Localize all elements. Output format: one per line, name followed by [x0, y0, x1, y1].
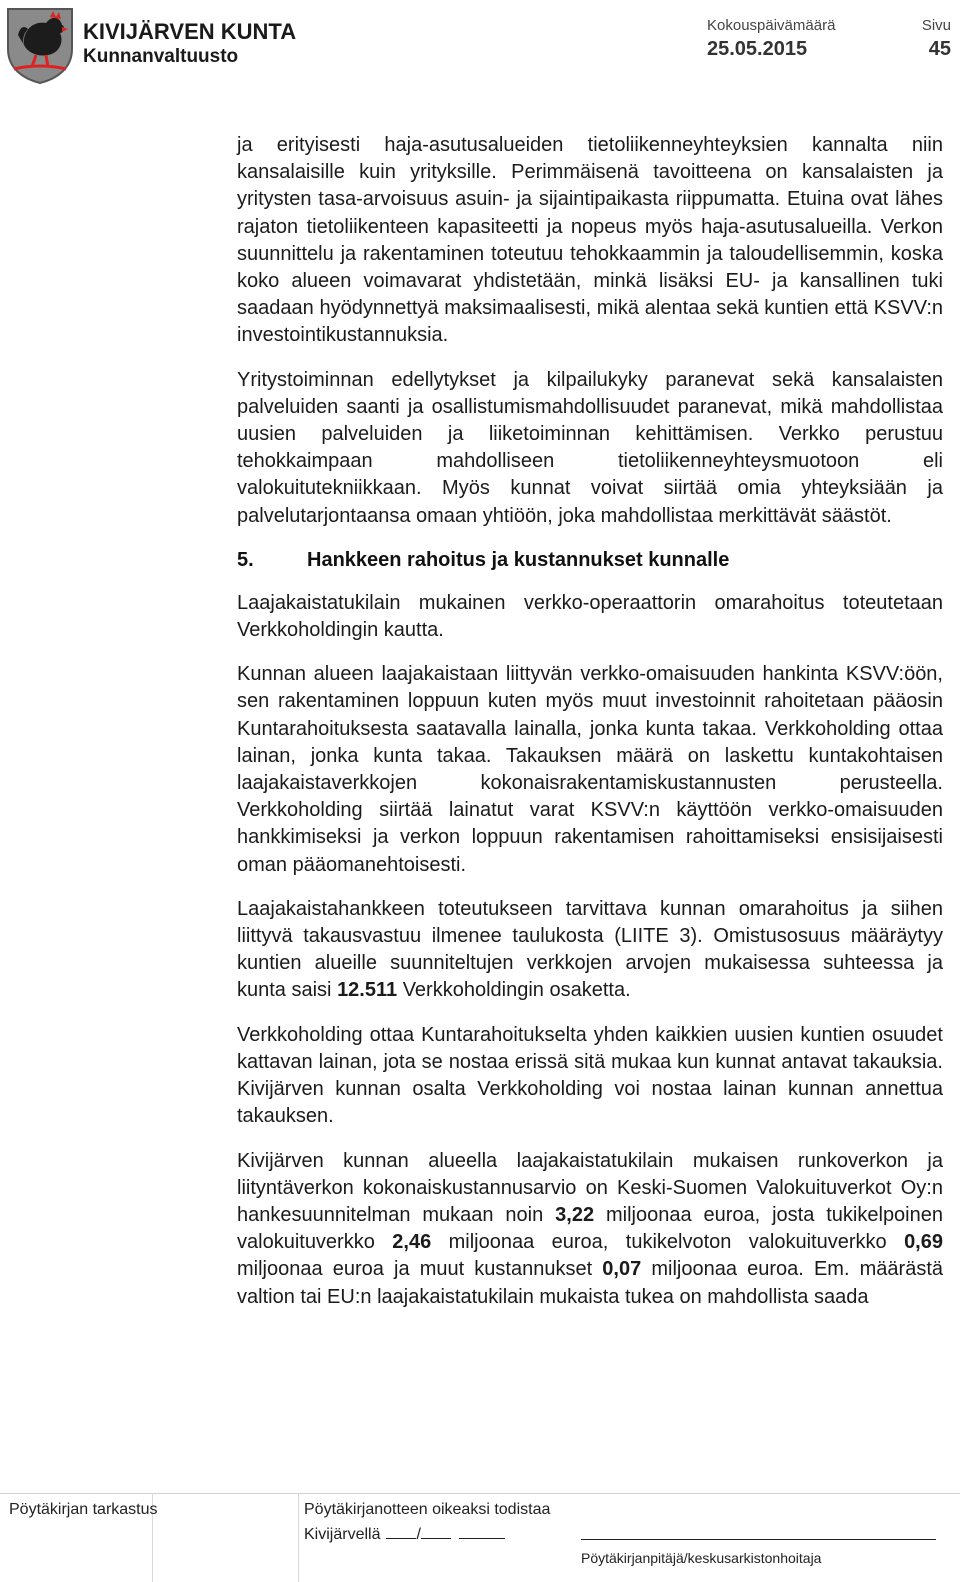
page-header — [0, 0, 960, 90]
place-prefix: Kivijärvellä — [304, 1526, 381, 1543]
organization-body: Kunnanvaltuusto — [83, 46, 239, 67]
signature-line — [581, 1539, 936, 1540]
text-run: miljoonaa euroa ja muut kustannukset — [237, 1258, 603, 1281]
text-run: Laajakaistahankkeen toteutukseen tarvittava kunnan omarahoitus ja siihen liittyvä takausvastuu ilmenee taulukosta (LIITE 3). Omistusosuus määräytyy kuntien alueille suunniteltujen verkkojen arvojen mukaisessa suhteessa ja kunta saisi — [237, 897, 943, 1002]
paragraph: Verkkoholding ottaa Kuntarahoitukselta yhden kaikkien uusien kuntien osuudet kattavan lainan, jota se nostaa erissä sitä mukaa kun kunnat antavat takauksia. Kivijärven kunnan osalta Verkkoholding voi nostaa lainan kunnan annettua takauksen. — [237, 1023, 943, 1128]
section-heading — [237, 547, 943, 574]
section-title: Hankkeen rahoitus ja kustannukset kunnalle — [307, 548, 730, 571]
page-number-label: Sivu — [921, 17, 951, 34]
text-run: miljoonaa euroa, josta tukikelpoinen valokuituverkko — [237, 1203, 943, 1254]
meeting-date-value: 25.05.2015 — [707, 38, 808, 60]
text-run: miljoonaa euroa, tukikelvoton valokuituverkko — [431, 1231, 905, 1254]
paragraph — [237, 1148, 943, 1311]
month-blank — [421, 1523, 451, 1539]
other-cost-value: 0,07 — [602, 1258, 642, 1281]
certification-label: Pöytäkirjanotteen oikeaksi todistaa — [304, 1501, 551, 1518]
date-slash: / — [416, 1526, 421, 1543]
paragraph: Laajakaistatukilain mukainen verkko-operaattorin omarahoitus toteutetaan Verkkoholdingin kautta. — [237, 591, 943, 642]
day-blank — [386, 1523, 416, 1539]
paragraph: Yritystoiminnan edellytykset ja kilpailukyky paranevat sekä kansalaisten palveluiden saanti ja osallistumismahdollisuudet paranevat, mikä mahdollistaa uusien palveluiden ja liiketoiminnan kehittämisen. Verkko perustuu tehokkaimpaan mahdolliseen tietoliikenneyhteysmuotoon eli valokuitutekniikkaan. Myös kunnat voivat siirtää omia yhteyksiään ja palvelutarjontaansa omaan yhtiöön, joka mahdollistaa merkittävät säästöt. — [237, 368, 943, 527]
total-cost-value: 3,22 — [555, 1203, 595, 1226]
ineligible-cost-value: 0,69 — [904, 1231, 943, 1254]
document-body — [237, 132, 943, 1328]
page-number-value: 45 — [928, 38, 951, 60]
paragraph: ja erityisesti haja-asutusalueiden tietoliikenneyhteyksien kannalta niin kansalaisille kuin yrityksille. Perimmäisenä tavoitteena on kansalaisten ja yritysten tasa-arvoisuus asuin- ja sijaintipaikasta riippumatta. Etuina ovat lähes rajaton tietoliikenteen kapasiteetti ja nopeus myös haja-asutusalueilla. Verkon suunnittelu ja rakentaminen toteutuu tehokkaammin ja taloudellisemmin, koska koko alueen voimavarat yhdistetään, minkä lisäksi EU- ja kansallinen tuki saadaan hyödynnettyä maksimaalisesti, mikä alentaa sekä kuntien että KSVV:n investointikustannuksia. — [237, 134, 943, 347]
signer-role-label: Pöytäkirjanpitäjä/keskusarkistonhoitaja — [581, 1550, 822, 1566]
municipal-crest-icon — [4, 5, 76, 85]
text-run: Verkkoholdingin osaketta. — [397, 979, 631, 1002]
place-date-line — [304, 1523, 505, 1544]
paragraph — [237, 896, 943, 1005]
text-run: miljoonaa euroa. Em. määrästä valtion tai EU:n laajakaistatukilain mukaista tukea on mahdollista saada — [237, 1258, 943, 1308]
minutes-review-label: Pöytäkirjan tarkastus — [9, 1501, 158, 1518]
paragraph: Kunnan alueen laajakaistaan liittyvän verkko-omaisuuden hankinta KSVV:öön, sen rakentaminen loppuun kuten myös muut investoinnit rahoitetaan pääosin Kuntarahoituksesta saatavalla lainalla, jonka kunta takaa. Verkkoholding ottaa lainan, jonka kunta takaa. Takauksen määrä on laskettu kuntakohtaisen laajakaistaverkkojen kokonaisrakentamiskustannusten perusteella. Verkkoholding siirtää lainatut varat KSVV:n käyttöön verkko-omaisuuden hankkimiseksi ja verkon loppuun rakentamisen rahoittamiseksi ensisijaisesti oman pääomanehtoisesti. — [237, 663, 943, 876]
eligible-cost-value: 2,46 — [392, 1231, 432, 1254]
organization-name: KIVIJÄRVEN KUNTA — [83, 19, 297, 44]
page-footer — [0, 1493, 960, 1582]
section-number: 5. — [237, 548, 254, 571]
share-count: 12.511 — [337, 979, 398, 1002]
year-blank — [459, 1523, 505, 1539]
text-run: Kivijärven kunnan alueella laajakaistatukilain mukaisen runkoverkon ja liityntäverkon kokonaiskustannusarvio on Keski-Suomen Valokuituverkot Oy:n hankesuunnitelman mukaan noin — [237, 1149, 943, 1226]
meeting-date-label: Kokouspäivämäärä — [707, 17, 836, 34]
footer-divider — [298, 1494, 299, 1582]
